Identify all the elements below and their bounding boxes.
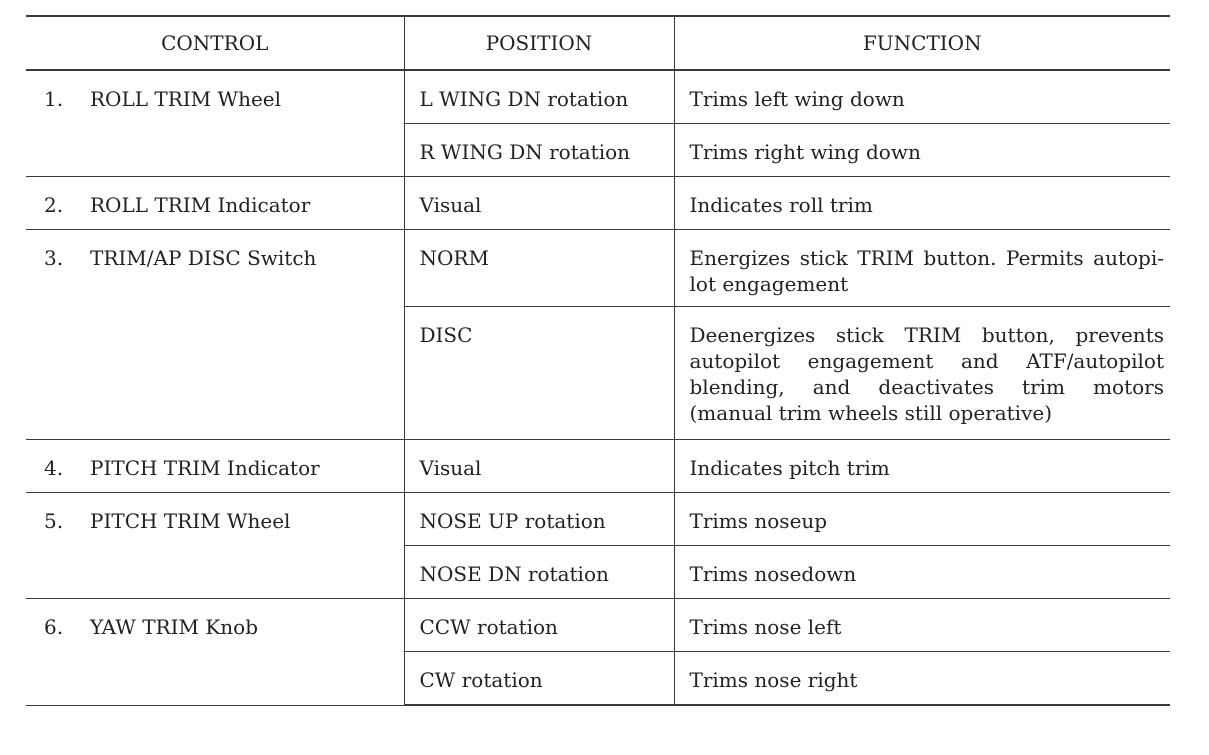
control-name: ROLL TRIM Wheel (90, 87, 282, 111)
control-cell (26, 230, 404, 440)
trim-controls-table (26, 15, 1170, 706)
control-number: 1. (44, 87, 64, 111)
position-cell: Visual (404, 177, 674, 230)
control-cell (26, 440, 404, 493)
table-row (26, 440, 1170, 493)
position-cell: CCW rotation (404, 599, 674, 652)
function-cell: Trims nose right (674, 652, 1170, 706)
control-name: PITCH TRIM Indicator (90, 456, 320, 480)
table-row (26, 599, 1170, 652)
function-cell: Trims nosedown (674, 546, 1170, 599)
table-row (26, 493, 1170, 546)
control-name: YAW TRIM Knob (90, 615, 258, 639)
header-control: CONTROL (26, 16, 404, 70)
control-cell (26, 177, 404, 230)
control-number: 6. (44, 615, 64, 639)
function-cell: Deenergizes stick TRIM button, prevents autopilot engagement and ATF/autopilot blending, and deactivates trim motors (manual trim wheels still operative) (674, 307, 1170, 440)
control-number: 3. (44, 246, 64, 270)
table-row (26, 177, 1170, 230)
header-row (26, 16, 1170, 70)
function-cell: Indicates pitch trim (674, 440, 1170, 493)
function-cell: Indicates roll trim (674, 177, 1170, 230)
position-cell: DISC (404, 307, 674, 440)
control-number: 2. (44, 193, 64, 217)
control-cell (26, 493, 404, 599)
header-function: FUNCTION (674, 16, 1170, 70)
function-cell: Trims nose left (674, 599, 1170, 652)
control-number: 5. (44, 509, 64, 533)
position-cell: R WING DN rotation (404, 124, 674, 177)
function-cell: Trims left wing down (674, 70, 1170, 124)
control-cell (26, 70, 404, 177)
function-cell: Trims noseup (674, 493, 1170, 546)
control-name: PITCH TRIM Wheel (90, 509, 291, 533)
position-cell: CW rotation (404, 652, 674, 706)
position-cell: NOSE UP rotation (404, 493, 674, 546)
position-cell: L WING DN rotation (404, 70, 674, 124)
position-cell: Visual (404, 440, 674, 493)
header-position: POSITION (404, 16, 674, 70)
function-cell: Trims right wing down (674, 124, 1170, 177)
table-row (26, 70, 1170, 124)
position-cell: NOSE DN rotation (404, 546, 674, 599)
position-cell: NORM (404, 230, 674, 307)
control-cell (26, 599, 404, 706)
control-number: 4. (44, 456, 64, 480)
table-row (26, 230, 1170, 307)
control-name: TRIM/AP DISC Switch (90, 246, 317, 270)
function-cell: Energizes stick TRIM button. Permits autopi- lot engagement (674, 230, 1170, 307)
control-name: ROLL TRIM Indicator (90, 193, 311, 217)
